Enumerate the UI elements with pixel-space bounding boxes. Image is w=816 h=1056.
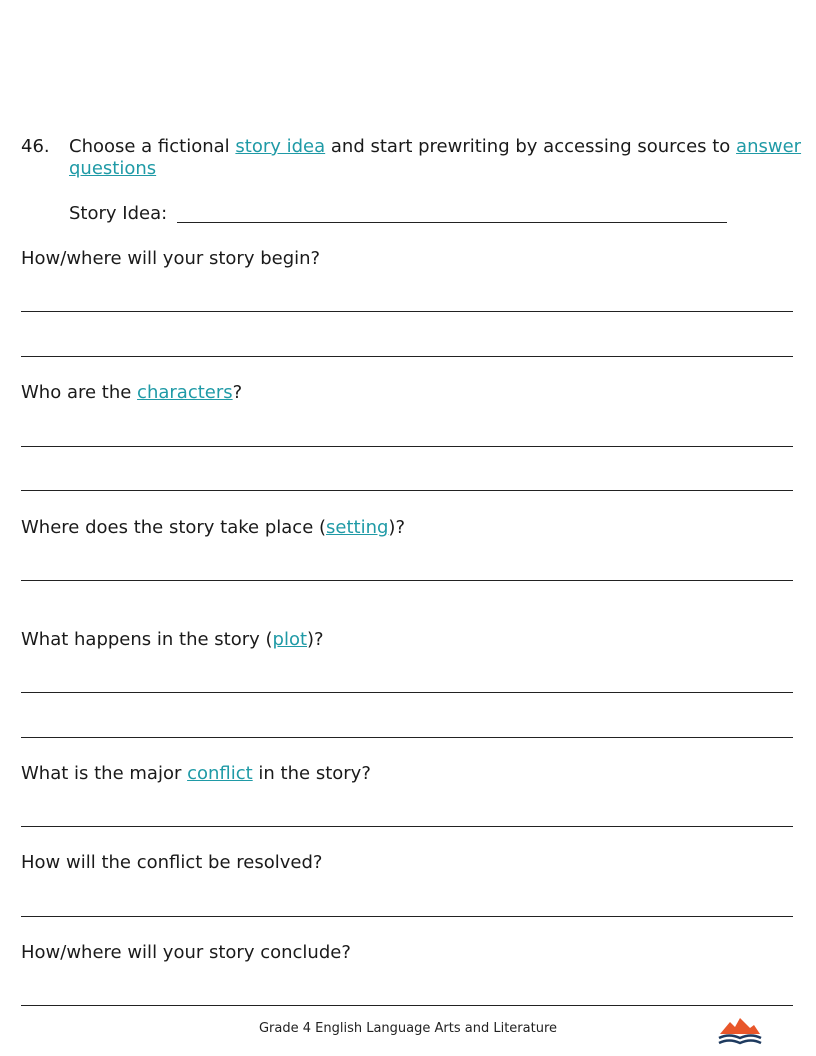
resolved-prompt: How will the conflict be resolved?: [21, 852, 323, 873]
setting-text-pre: Where does the story take place (: [21, 517, 327, 538]
conflict-answer-line[interactable]: [21, 826, 793, 827]
question-number: 46.: [21, 136, 50, 157]
conclude-answer-line[interactable]: [21, 1005, 793, 1006]
conflict-link[interactable]: conflict: [187, 763, 253, 784]
begin-answer-line-2[interactable]: [21, 356, 793, 357]
conflict-text-post: in the story?: [252, 763, 371, 784]
characters-link[interactable]: characters: [137, 382, 233, 403]
mountain-book-logo-icon: [716, 1014, 764, 1048]
answer-link[interactable]: answer: [736, 136, 802, 157]
conflict-text-pre: What is the major: [21, 763, 188, 784]
characters-answer-line-1[interactable]: [21, 446, 793, 447]
begin-prompt: How/where will your story begin?: [21, 248, 321, 269]
story-idea-label: Story Idea:: [69, 203, 168, 224]
conclude-prompt: How/where will your story conclude?: [21, 942, 351, 963]
questions-link[interactable]: questions: [69, 158, 157, 179]
characters-text-pre: Who are the: [21, 382, 138, 403]
plot-link[interactable]: plot: [272, 629, 308, 650]
setting-prompt: [21, 517, 405, 539]
question-prompt: [69, 136, 801, 158]
setting-link[interactable]: setting: [326, 517, 389, 538]
begin-answer-line-1[interactable]: [21, 311, 793, 312]
characters-prompt: [21, 382, 242, 404]
setting-answer-line[interactable]: [21, 580, 793, 581]
characters-text-post: ?: [232, 382, 243, 403]
prompt-text-2: and start prewriting by accessing sources to: [325, 136, 737, 157]
plot-answer-line-1[interactable]: [21, 692, 793, 693]
footer-text: Grade 4 English Language Arts and Literature: [258, 1021, 558, 1036]
plot-text-post: )?: [307, 629, 324, 650]
plot-prompt: [21, 629, 324, 651]
prompt-text-1: Choose a fictional: [69, 136, 236, 157]
story-idea-link[interactable]: story idea: [235, 136, 326, 157]
characters-answer-line-2[interactable]: [21, 490, 793, 491]
plot-answer-line-2[interactable]: [21, 737, 793, 738]
resolved-answer-line[interactable]: [21, 916, 793, 917]
story-idea-answer-line[interactable]: [177, 222, 727, 223]
setting-text-post: )?: [388, 517, 405, 538]
conflict-prompt: [21, 763, 371, 785]
plot-text-pre: What happens in the story (: [21, 629, 273, 650]
